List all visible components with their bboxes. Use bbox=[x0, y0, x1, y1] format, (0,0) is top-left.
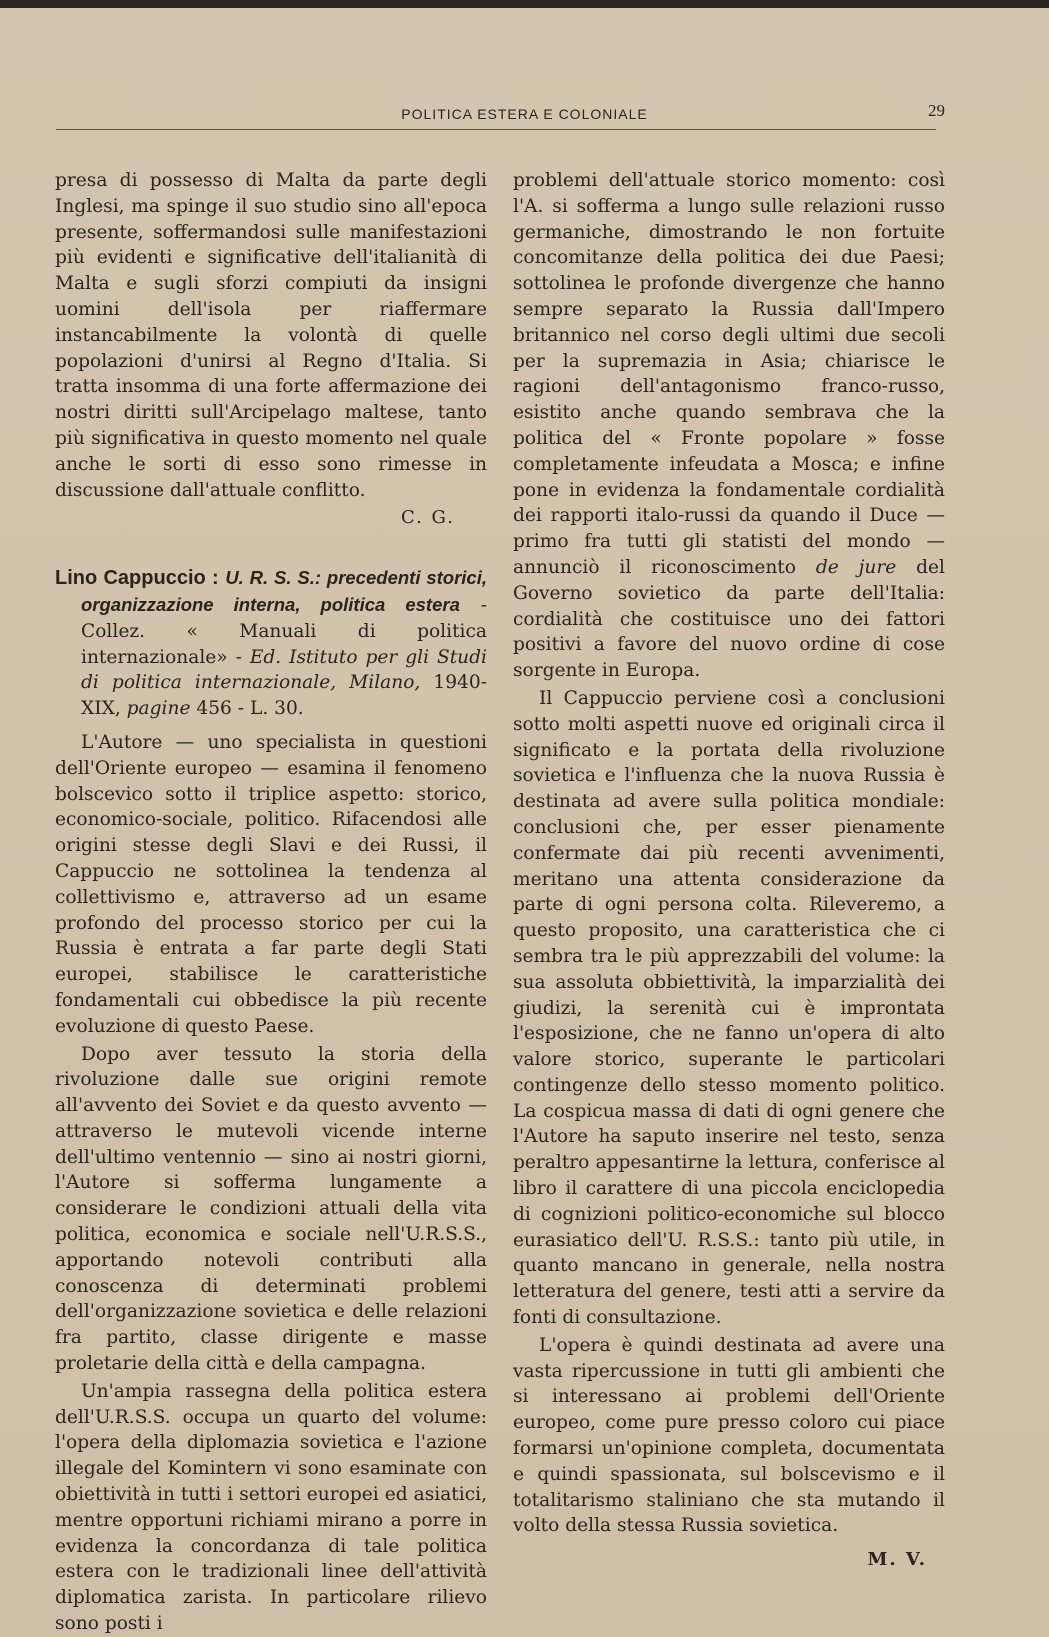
left-column bbox=[55, 168, 487, 1637]
header-rule bbox=[56, 129, 936, 130]
right-paragraph-1 bbox=[513, 168, 945, 684]
right-paragraph-1-end: del Governo sovietico da parte dell'Italia: cordialità che costituisce uno dei fattori positivi a favore del nuovo ordine di cose sorgente in Europa. bbox=[513, 556, 946, 682]
review-heading bbox=[55, 565, 487, 722]
right-paragraph-3: L'opera è quindi destinata ad avere una vasta ripercussione in tutti gli ambienti che si interessano ai problemi dell'Oriente europeo, come pure presso coloro cui piace formarsi un'opinione completa, documentata e quindi spassionata, sul bolscevismo e il totalitarismo staliniano che sta mutando il volto della stessa Russia sovietica. bbox=[513, 1334, 945, 1537]
page-top-edge bbox=[0, 0, 1049, 8]
review-pages-price: 456 - L. 30. bbox=[190, 698, 304, 720]
page-number: 29 bbox=[928, 101, 945, 120]
right-paragraph-1-start: problemi dell'attuale storico momento: così l'A. si sofferma a lungo sulle relazioni russo germaniche, dimostrando le non fortuite concomitanze della politica dei due Paesi; sottolinea le profonde divergenze che hanno sempre separato la Russia dall'Impero britannico nel corso degli ultimi due secoli per la supremazia in Asia; chiarisce le ragioni dell'antagonismo franco-russo, esistito anche quando sembrava che la politica del « Fronte popolare » fosse completamente infeudata a Mosca; e infine pone in evidenza la fondamentale cordialità dei rapporti italo-russi da quando il Duce — primo fra tutti gli statisti del mondo — annunciò il riconoscimento bbox=[513, 170, 945, 578]
previous-review-text: presa di possesso di Malta da parte degli Inglesi, ma spinge il suo studio sino all'epoca presente, soffermandosi sulle manifestazioni più evidenti e significative dell'italianità di Malta e sugli sforzi compiuti da insigni uomini dell'isola per riaffermare instancabilmente la volontà di quelle popolazioni d'unirsi al Regno d'Italia. Si tratta insomma di una forte affermazione dei nostri diritti sull'Arcipelago maltese, tanto più significativa in questo momento nel quale anche le sorti di esso sono rimesse in discussione dall'attuale conflitto. bbox=[55, 170, 487, 501]
previous-review-signature: C. G. bbox=[400, 507, 455, 529]
review-pages-label: pagine bbox=[126, 698, 191, 720]
review-author: Lino Cappuccio : bbox=[55, 567, 219, 590]
review-series: - Collez. « Manuali di politica internazionale» - bbox=[81, 594, 487, 668]
review-publisher: Ed. Istituto per gli Studi di politica internazionale, Milano, bbox=[81, 646, 487, 694]
left-paragraph-3: Un'ampia rassegna della politica estera dell'U.R.S.S. occupa un quarto del volume: l'opera della diplomazia sovietica e l'azione illegale del Komintern vi sono esaminate con obiettività in tutti i settori europei ed asiatici, mentre opportuni richiami mirano a porre in evidenza la concordanza di tale politica estera con le tradizionali linee dell'attività diplomatica zarista. In particolare rilievo sono posti i bbox=[55, 1380, 487, 1635]
right-column bbox=[513, 168, 945, 1573]
running-head: POLITICA ESTERA E COLONIALE bbox=[401, 106, 648, 122]
review-year: 1940-XIX, bbox=[81, 672, 487, 720]
left-paragraph-1: L'Autore — uno specialista in questioni dell'Oriente europeo — esamina il fenomeno bolscevico sotto il triplice aspetto: storico, economico-sociale, politico. Rifacendosi alle origini stesse degli Slavi e dei Russi, il Cappuccio ne sottolinea la tendenza al collettivismo e, attraverso ad un esame profondo del processo storico per cui la Russia è entrata a far parte degli Stati europei, stabilisce le caratteristiche fondamentali cui obbedisce la più recente evoluzione di questo Paese. bbox=[55, 731, 487, 1037]
de-jure-phrase: de jure bbox=[815, 556, 897, 578]
review-title: U. R. S. S.: precedenti storici, organizzazione interna, politica estera bbox=[81, 567, 487, 615]
right-paragraph-2: Il Cappuccio perviene così a conclusioni sotto molti aspetti nuove ed originali circa il significato e la portata della rivoluzione sovietica e l'influenza che la nuova Russia è destinata ad avere sulla politica mondiale: conclusioni che, per esser pienamente confermate dai più recenti avvenimenti, meritano una attenta considerazione da parte di ogni persona colta. Rileveremo, a questo proposito, una caratteristica che ci sembra tra le più apprezzabili del volume: la sua assoluta obbiettività, la imparzialità dei giudizi, la serenità cui è improntata l'esposizione, che ne fanno un'opera di alto valore storico, superante le particolari contingenze dello stesso momento politico. La cospicua massa di dati di ogni genere che l'Autore ha saputo inserire nel testo, senza peraltro appesantirne la lettura, conferisce al libro il carattere di una piccola enciclopedia di cognizioni politico-economiche sul blocco eurasiatico dell'U. R.S.S.: tanto più utile, in quanto mancano in generale, nella nostra letteratura del genere, testi atti a servire da fonti di consultazione. bbox=[513, 687, 945, 1329]
left-paragraph-2: Dopo aver tessuto la storia della rivoluzione dalle sue origini remote all'avvento dei Soviet e da questo avvento — attraverso le mutevoli vicende interne dell'ultimo ventennio — sino ai nostri giorni, l'Autore si sofferma lungamente a considerare le condizioni attuali della vita politica, economica e sociale nell'U.R.S.S., apportando notevoli contributi alla conoscenza di determinati problemi dell'organizzazione sovietica e delle relazioni fra partito, classe dirigente e masse proletarie della città e della campagna. bbox=[55, 1043, 487, 1375]
review-signature: M. V. bbox=[867, 1549, 927, 1571]
